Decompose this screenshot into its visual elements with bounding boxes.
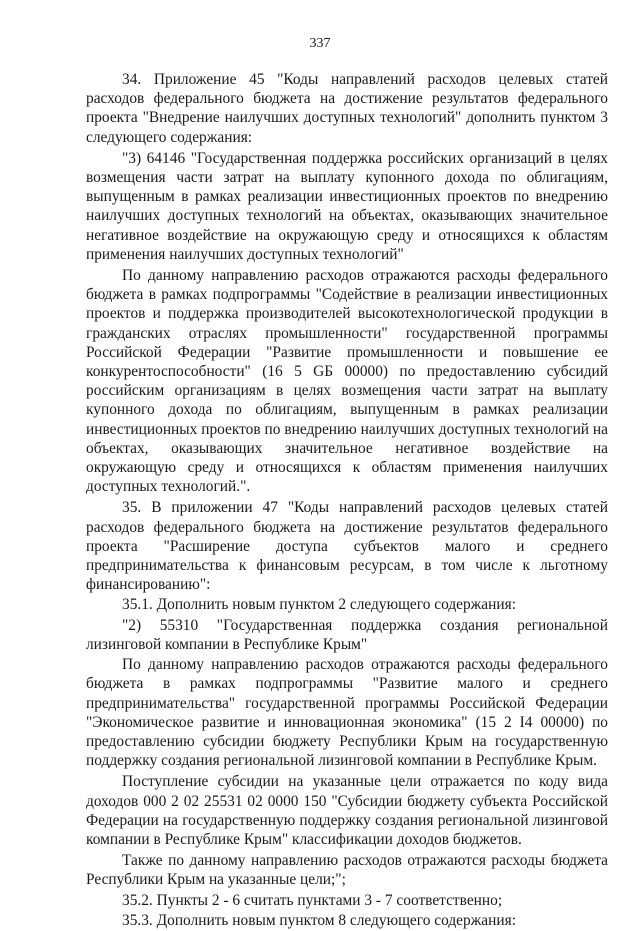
paragraph-description-55310: По данному направлению расходов отражаются расходы федерального бюджета в рамках подпрограммы "Развитие малого и среднего предпринимательства" государственной программы Российской Федерации "Экономическое развитие и инновационная экономика" (15 2 I4 00000) по предоставлению субсидии бюджету Республики Крым на государственную поддержку создания региональной лизинговой компании в Республике Крым. — [86, 656, 608, 770]
paragraph-item-35-2: 35.2. Пункты 2 - 6 считать пунктами 3 - 7 соответственно; — [122, 891, 503, 909]
paragraph-item-34: 34. Приложение 45 "Коды направлений расходов целевых статей расходов федерального бюджета на достижение результатов федерального проекта "Внедрение наилучших доступных технологий" дополнить пунктом 3 следующего содержания: — [86, 71, 608, 146]
paragraph-code-55310: "2) 55310 "Государственная поддержка создания региональной лизинговой компании в Республике Крым" — [86, 616, 608, 653]
paragraph-code-64146: "3) 64146 "Государственная поддержка российских организаций в целях возмещения части затрат на выплату купонного дохода по облигациям, выпущенным в рамках реализации инвестиционных проектов по внедрению наилучших доступных технологий на объектах, оказывающих значительное негативное воздействие на окружающую среду и относящихся к областям применения наилучших доступных технологий" — [86, 149, 608, 263]
paragraph-income-code: Поступление субсидии на указанные цели отражается по коду вида доходов 000 2 02 25531 02 0000 150 "Субсидии бюджету субъекта Российской Федерации на государственную поддержку создания региональной лизинговой компании в Республике Крым" классификации доходов бюджетов. — [86, 773, 608, 848]
paragraph-crimea-budget: Также по данному направлению расходов отражаются расходы бюджета Республики Крым на указанные цели;"; — [86, 852, 608, 889]
page-number: 337 — [309, 36, 331, 51]
paragraph-item-35-1: 35.1. Дополнить новым пунктом 2 следующего содержания: — [122, 596, 516, 614]
paragraph-item-35: 35. В приложении 47 "Коды направлений расходов целевых статей расходов федерального бюджета на достижение результатов федерального проекта "Расширение доступа субъектов малого и среднего предпринимательства к финансовым ресурсам, в том числе к льготному финансированию": — [86, 499, 608, 594]
document-body — [86, 70, 608, 931]
paragraph-description-64146: По данному направлению расходов отражаются расходы федерального бюджета в рамках подпрограммы "Содействие в реализации инвестиционных проектов и поддержка производителей высокотехнологической продукции в гражданских отраслях промышленности" государственной программы Российской Федерации "Развитие промышленности и повышение ее конкурентоспособности" (16 5 GБ 00000) по предоставлению субсидий российским организациям в целях возмещения части затрат на выплату купонного дохода по облигациям, выпущенным в рамках реализации инвестиционных проектов по внедрению наилучших доступных технологий на объектах, оказывающих значительное негативное воздействие на окружающую среду и относящихся к областям применения наилучших доступных технологий.". — [86, 267, 608, 496]
paragraph-item-35-3: 35.3. Дополнить новым пунктом 8 следующего содержания: — [122, 911, 516, 929]
